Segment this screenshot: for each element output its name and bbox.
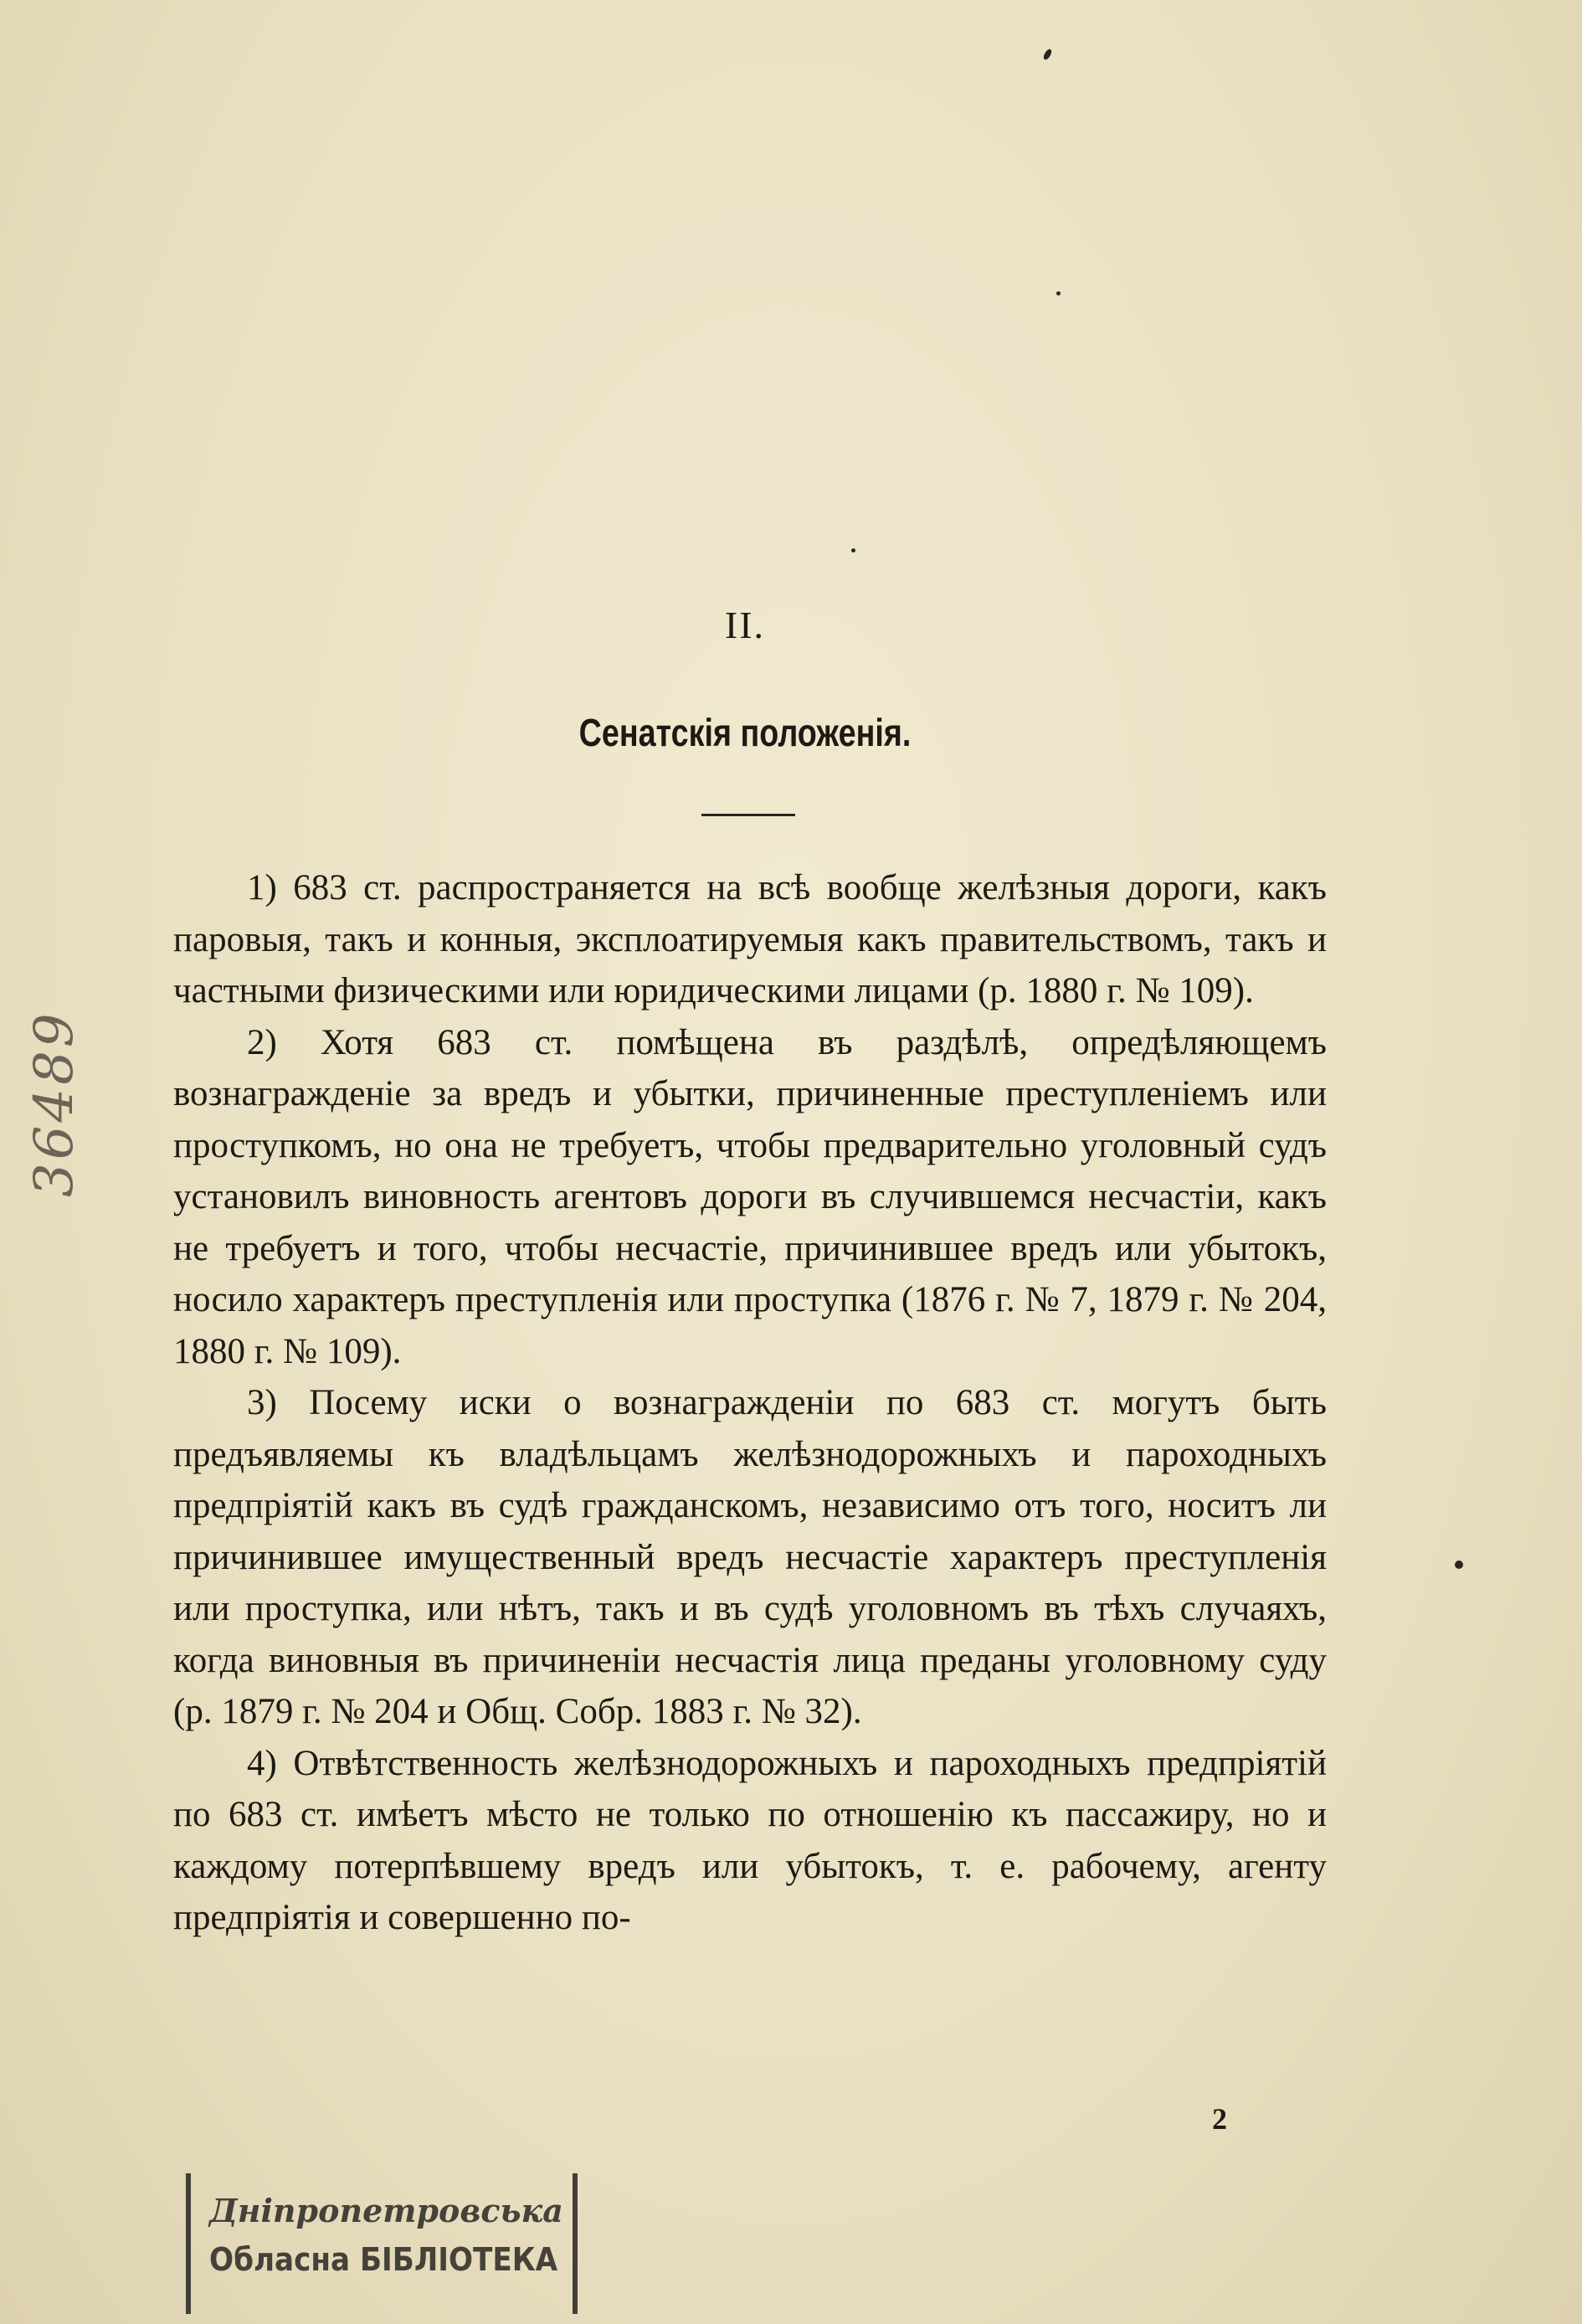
paragraph-1: 1) 683 ст. распространяется на всѣ вообще желѣзныя дороги, какъ паровыя, такъ и конныя, эксплоатируемыя какъ правительствомъ, такъ и частными физическими или юридическими лицами (р. 1880 г. № 109).	[173, 868, 1327, 1010]
ink-speck	[1056, 291, 1061, 296]
ink-speck	[1455, 1560, 1463, 1569]
page-title: Сенатскія положенія.	[578, 711, 912, 754]
page-number: 2	[1212, 2102, 1227, 2136]
ink-speck	[1042, 48, 1053, 61]
paragraph-2: 2) Хотя 683 ст. помѣщена въ раздѣлѣ, опредѣляющемъ вознагражденіе за вредъ и убытки, причиненные преступленіемъ или проступкомъ, но она не требуетъ, чтобы предварительно уголовный судъ установилъ виновность агентовъ дороги въ случившемся несчастіи, какъ не требуетъ и того, чтобы несчастіе, причинившее вредъ или убытокъ, носило характеръ преступленія или проступка (1876 г. № 7, 1879 г. № 204, 1880 г. № 109).	[173, 1022, 1327, 1371]
title-divider	[701, 814, 795, 816]
ink-speck	[851, 548, 855, 553]
library-stamp	[186, 2173, 578, 2314]
body-text	[173, 862, 1327, 1944]
handwritten-inventory-number: 36489	[23, 1010, 85, 1197]
paragraph-3: 3) Посему иски о вознагражденіи по 683 ст. могутъ быть предъявляемы къ владѣльцамъ желѣзнодорожныхъ и пароходныхъ предпріятій какъ въ судѣ гражданскомъ, независимо отъ того, носитъ ли причинившее имущественный вредъ несчастіе характеръ преступленія или проступка, или нѣтъ, такъ и въ судѣ уголовномъ въ тѣхъ случаяхъ, когда виновныя въ причиненіи несчастія лица преданы уголовному суду (р. 1879 г. № 204 и Общ. Собр. 1883 г. № 32).	[173, 1383, 1327, 1731]
stamp-line-2: Обласна БІБЛІОТЕКА	[209, 2241, 558, 2278]
stamp-line-1: Дніпропетровська	[209, 2192, 563, 2229]
paragraph-4: 4) Отвѣтственность желѣзнодорожныхъ и пароходныхъ предпріятій по 683 ст. имѣетъ мѣсто не только по отношенію къ пассажиру, но и каждому потерпѣвшему вредъ или убытокъ, т. е. рабочему, агенту предпріятія и совершенно по-	[173, 1743, 1327, 1937]
section-number: II.	[724, 604, 766, 646]
